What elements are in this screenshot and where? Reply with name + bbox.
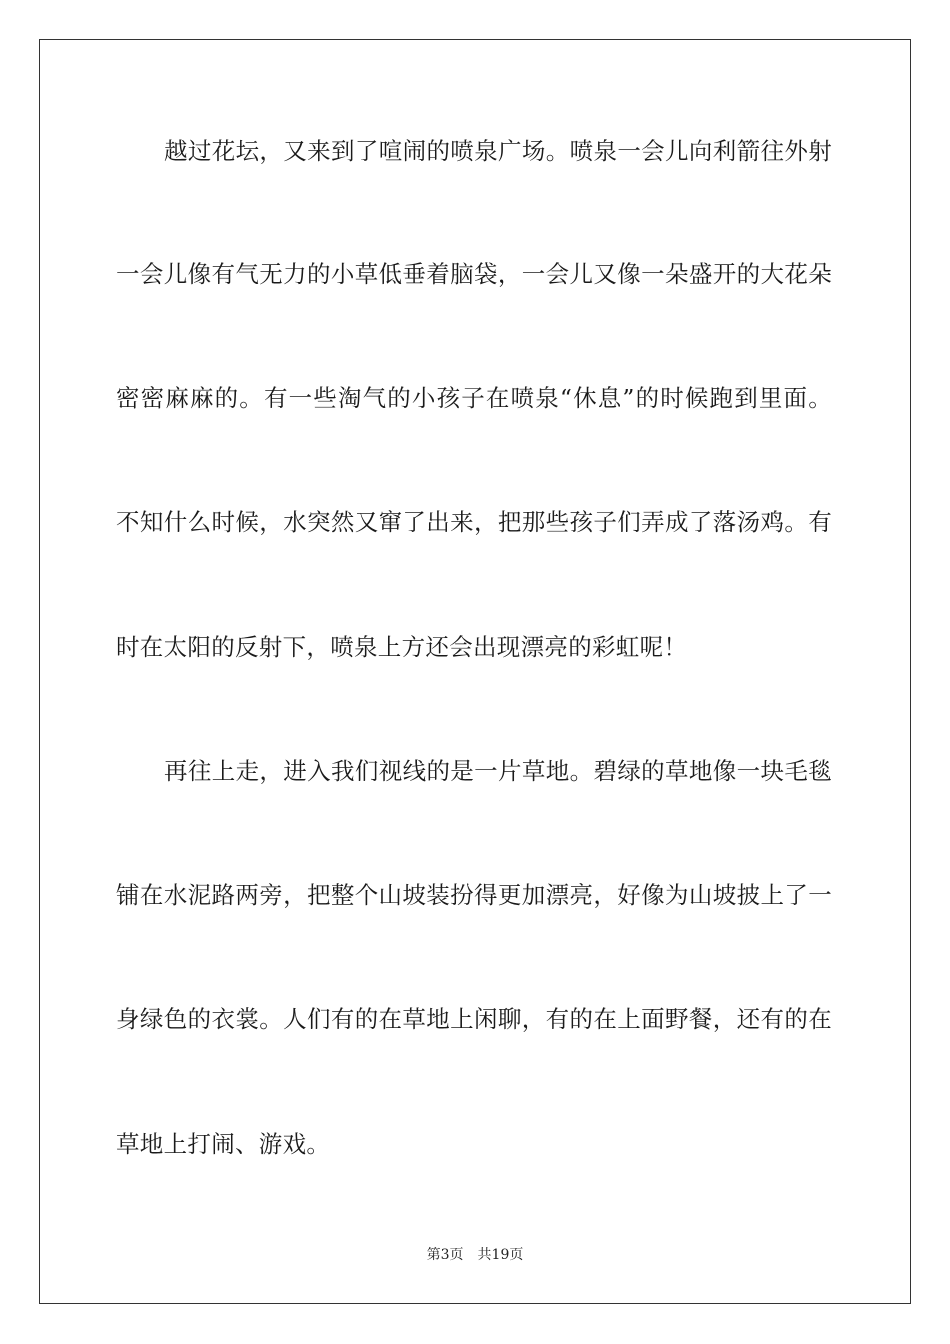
page-footer	[0, 1246, 950, 1264]
paragraph-line: 密密麻麻的。有一些淘气的小孩子在喷泉“休息”的时候跑到里面。	[116, 384, 832, 412]
paragraph-line: 一会儿像有气无力的小草低垂着脑袋，一会儿又像一朵盛开的大花朵	[116, 260, 832, 288]
paragraph-line: 身绿色的衣裳。人们有的在草地上闲聊，有的在上面野餐，还有的在	[116, 1005, 832, 1033]
paragraph-line: 越过花坛，又来到了喧闹的喷泉广场。喷泉一会儿向利箭往外射	[164, 137, 832, 165]
paragraph-line: 草地上打闹、游戏。	[116, 1130, 331, 1158]
paragraph-line: 时在太阳的反射下，喷泉上方还会出现漂亮的彩虹呢！	[116, 633, 688, 661]
paragraph-line: 再往上走，进入我们视线的是一片草地。碧绿的草地像一块毛毯	[164, 757, 832, 785]
page-number: 第3页	[426, 1247, 464, 1263]
total-pages: 共19页	[477, 1247, 524, 1263]
paragraph-line: 不知什么时候，水突然又窜了出来，把那些孩子们弄成了落汤鸡。有	[116, 508, 832, 536]
paragraph-line: 铺在水泥路两旁，把整个山坡装扮得更加漂亮，好像为山坡披上了一	[116, 881, 832, 909]
page-border	[39, 39, 911, 1304]
